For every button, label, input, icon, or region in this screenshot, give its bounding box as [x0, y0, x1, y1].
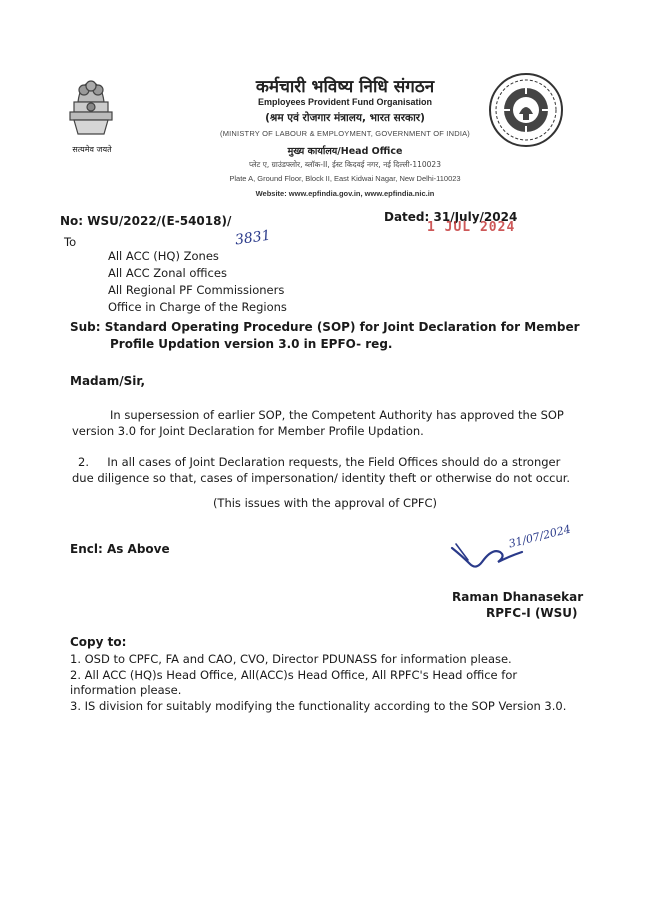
to-label: To	[64, 235, 77, 249]
subject-line-2: Profile Updation version 3.0 in EPFO- reg.	[110, 337, 393, 351]
copy-to-item: 2. All ACC (HQ)s Head Office, All(ACC)s Head Office, All RPFC's Head office for information please.	[70, 668, 518, 697]
recipient: All ACC Zonal offices	[108, 266, 227, 280]
copy-to-heading: Copy to:	[70, 635, 127, 649]
head-office: मुख्य कार्यालय/Head Office	[287, 146, 403, 157]
ministry-hindi: (श्रम एवं रोजगार मंत्रालय, भारत सरकार)	[265, 112, 425, 124]
recipient: Office in Charge of the Regions	[108, 300, 287, 314]
paragraph-1-line-2: version 3.0 for Joint Declaration for Member Profile Updation.	[72, 424, 424, 438]
emblem-caption: सत्यमेव जयते	[72, 145, 112, 154]
address-english: Plate A, Ground Floor, Block II, East Kidwai Nagar, New Delhi-110023	[229, 174, 461, 183]
reference-number: No: WSU/2022/(E-54018)/	[60, 214, 232, 228]
epfo-seal-icon	[488, 72, 564, 148]
salutation: Madam/Sir,	[70, 374, 146, 388]
approval-note: (This issues with the approval of CPFC)	[212, 496, 438, 510]
copy-to-item: 1. OSD to CPFC, FA and CAO, CVO, Director PDUNASS for information please.	[70, 652, 512, 666]
ministry-english: (MINISTRY OF LABOUR & EMPLOYMENT, GOVERNMENT OF INDIA)	[220, 129, 470, 138]
recipient: All Regional PF Commissioners	[108, 283, 285, 297]
copy-to-item: 3. IS division for suitably modifying the functionality according to the SOP Version 3.0.	[70, 699, 567, 713]
website: Website: www.epfindia.gov.in, www.epfindia.nic.in	[255, 189, 435, 198]
paragraph-2-line-1: 2. In all cases of Joint Declaration requests, the Field Offices should do a stronger	[78, 455, 561, 469]
enclosure: Encl: As Above	[70, 542, 170, 556]
date-stamp: 1 JUL 2024	[427, 220, 516, 235]
org-name-english: Employees Provident Fund Organisation	[257, 97, 433, 107]
dated: Dated: 31/July/2024	[384, 210, 518, 224]
recipient: All ACC (HQ) Zones	[108, 249, 219, 263]
paragraph-2-line-2: due diligence so that, cases of impersonation/ identity theft or otherwise do not occur.	[72, 471, 571, 485]
handwritten-number: 3831	[234, 227, 272, 249]
signature-date: 31/07/2024	[507, 522, 573, 551]
subject-line-1: Sub: Standard Operating Procedure (SOP) for Joint Declaration for Member	[70, 320, 580, 334]
signatory-designation: RPFC-I (WSU)	[486, 606, 578, 620]
signatory-name: Raman Dhanasekar	[452, 590, 584, 604]
national-emblem-icon	[60, 72, 122, 150]
org-name-hindi: कर्मचारी भविष्य निधि संगठन	[255, 77, 435, 97]
paragraph-1-line-1: In supersession of earlier SOP, the Competent Authority has approved the SOP	[110, 408, 564, 422]
address-hindi: प्लेट ए, ग्राउंडफ्लोर, ब्लॉक-II, ईस्ट किदवई नगर, नई दिल्ली-110023	[249, 160, 441, 169]
